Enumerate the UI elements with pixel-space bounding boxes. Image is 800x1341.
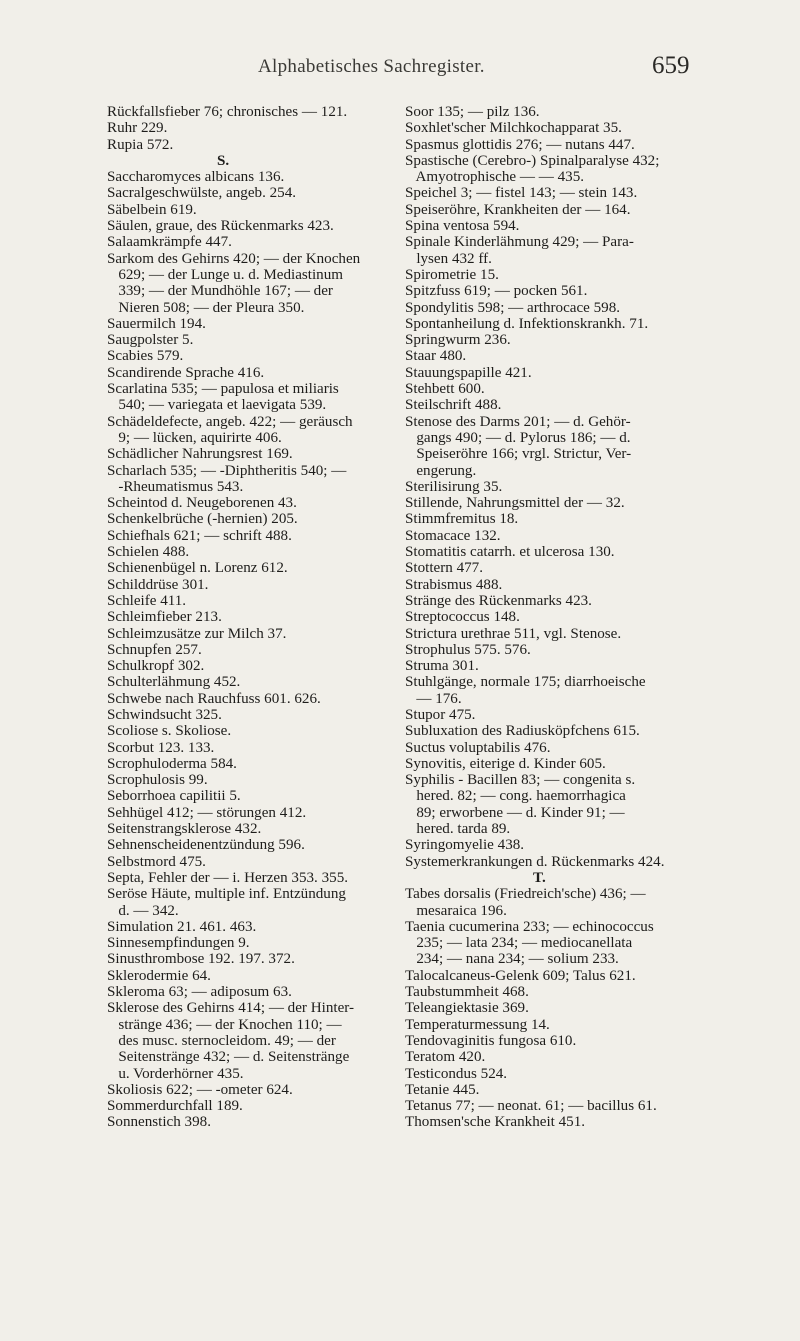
index-entry-line: Stomatitis catarrh. et ulcerosa 130. xyxy=(405,544,615,561)
index-entry-line: Teleangiektasie 369. xyxy=(405,1000,529,1017)
index-entry-line: Schleimfieber 213. xyxy=(107,609,222,626)
index-entry-line: Sinnesempfindungen 9. xyxy=(107,935,250,952)
index-column-left xyxy=(107,104,392,1131)
running-title: Alphabetisches Sachregister. xyxy=(258,56,485,77)
index-entry-line: 629; — der Lunge u. d. Mediastinum xyxy=(107,266,344,283)
index-entry-line: Stillende, Nahrungsmittel der — 32. xyxy=(405,495,625,512)
index-entry-line: Suctus voluptabilis 476. xyxy=(405,739,551,756)
index-entry-line: Schwindsucht 325. xyxy=(107,706,222,723)
index-entry-line: u. Vorderhörner 435. xyxy=(107,1065,244,1082)
index-entry-line: Soxhlet'scher Milchkochapparat 35. xyxy=(405,120,622,137)
index-entry-line: hered. 82; — cong. haemorrhagica xyxy=(405,788,626,805)
index-entry-line: Schenkelbrüche (-hernien) 205. xyxy=(107,511,298,528)
index-entry-line: Schulterlähmung 452. xyxy=(107,674,241,691)
index-entry-line: Tetanus 77; — neonat. 61; — bacillus 61. xyxy=(405,1098,657,1115)
index-entry-line: Speiseröhre 166; vrgl. Strictur, Ver- xyxy=(405,446,632,463)
index-column-right xyxy=(405,104,705,1131)
index-entry-line: 89; erworbene — d. Kinder 91; — xyxy=(405,804,625,821)
index-entry-line: Stomacace 132. xyxy=(405,527,501,544)
index-entry-line: Streptococcus 148. xyxy=(405,609,520,626)
index-entry-line: Sommerdurchfall 189. xyxy=(107,1098,243,1115)
index-entry-line: hered. tarda 89. xyxy=(405,821,511,838)
index-entry-line: Scarlatina 535; — papulosa et miliaris xyxy=(107,381,339,398)
index-entry-line: gangs 490; — d. Pylorus 186; — d. xyxy=(405,429,631,446)
index-entry-line: 235; — lata 234; — mediocanellata xyxy=(405,935,633,952)
index-entry-line: Schleife 411. xyxy=(107,592,187,609)
index-entry-line: Soor 135; — pilz 136. xyxy=(405,104,540,120)
index-entry-line: engerung. xyxy=(405,462,477,479)
index-entry-line: Talocalcaneus-Gelenk 609; Talus 621. xyxy=(405,967,636,984)
index-entry-line: stränge 436; — der Knochen 110; — xyxy=(107,1016,342,1033)
index-entry-line: 339; — der Mundhöhle 167; — der xyxy=(107,283,333,300)
index-entry-line: Spina ventosa 594. xyxy=(405,218,520,235)
index-entry-line: — 176. xyxy=(405,690,462,707)
index-entry-line: Schielen 488. xyxy=(107,544,190,561)
index-entry-line: Skleroma 63; — adiposum 63. xyxy=(107,984,292,1001)
index-entry-line: Nieren 508; — der Pleura 350. xyxy=(107,299,305,316)
index-entry-line: Amyotrophische — — 435. xyxy=(405,169,585,186)
index-entry-line: -Rheumatismus 543. xyxy=(107,478,244,495)
index-entry-line: Sinusthrombose 192. 197. 372. xyxy=(107,951,295,968)
index-entry-line: Strabismus 488. xyxy=(405,576,503,593)
index-entry-line: Ruhr 229. xyxy=(107,120,168,137)
index-entry-line: Taenia cucumerina 233; — echinococcus xyxy=(405,918,654,935)
index-entry-line: Spontanheilung d. Infektionskrankh. 71. xyxy=(405,315,649,332)
page-header xyxy=(0,52,800,86)
index-entry-line: Scoliose s. Skoliose. xyxy=(107,723,232,740)
index-entry-line: Spondylitis 598; — arthrocace 598. xyxy=(405,299,621,316)
index-entry-line: Scorbut 123. 133. xyxy=(107,739,215,756)
index-entry-line: Speichel 3; — fistel 143; — stein 143. xyxy=(405,185,638,202)
index-entry-line: Tetanie 445. xyxy=(405,1081,480,1098)
index-entry-line: Schiefhals 621; — schrift 488. xyxy=(107,527,292,544)
index-entry-line: Sterilisirung 35. xyxy=(405,478,503,495)
index-entry-line: Sklerodermie 64. xyxy=(107,967,211,984)
section-letter: S. xyxy=(217,152,230,169)
index-entry-line: Strophulus 575. 576. xyxy=(405,641,531,658)
index-entry-line: Sauermilch 194. xyxy=(107,315,206,332)
index-entry-line: Salaamkrämpfe 447. xyxy=(107,234,232,251)
index-entry-line: Saccharomyces albicans 136. xyxy=(107,169,285,186)
index-entry-line: Sehhügel 412; — störungen 412. xyxy=(107,804,307,821)
index-entry-line: Strictura urethrae 511, vgl. Stenose. xyxy=(405,625,622,642)
index-entry-line: Sarkom des Gehirns 420; — der Knochen xyxy=(107,250,361,267)
index-entry-line: Selbstmord 475. xyxy=(107,853,206,870)
index-entry-line: 9; — lücken, aquirirte 406. xyxy=(107,429,282,446)
index-entry-line: d. — 342. xyxy=(107,902,179,919)
index-entry-line: Sonnenstich 398. xyxy=(107,1114,211,1131)
index-entry-line: Säbelbein 619. xyxy=(107,201,197,218)
index-entry-line: Stimmfremitus 18. xyxy=(405,511,519,528)
index-entry-line: Seborrhoea capilitii 5. xyxy=(107,788,241,805)
index-entry-line: Steilschrift 488. xyxy=(405,397,502,414)
index-entry-line: Schilddrüse 301. xyxy=(107,576,209,593)
index-entry-line: 540; — variegata et laevigata 539. xyxy=(107,397,327,414)
index-entry-line: Septa, Fehler der — i. Herzen 353. 355. xyxy=(107,869,349,886)
index-entry-line: Skoliosis 622; — -ometer 624. xyxy=(107,1081,293,1098)
index-entry-line: Testicondus 524. xyxy=(405,1065,508,1082)
index-entry-line: Scrophulosis 99. xyxy=(107,772,208,789)
index-entry-line: Syphilis - Bacillen 83; — congenita s. xyxy=(405,772,636,789)
index-entry-line: Scrophuloderma 584. xyxy=(107,755,237,772)
index-entry-line: Scharlach 535; — -Diphtheritis 540; — xyxy=(107,462,347,479)
index-entry-line: Synovitis, eiterige d. Kinder 605. xyxy=(405,755,606,772)
index-entry-line: Sehnenscheidenentzündung 596. xyxy=(107,837,305,854)
index-entry-line: Spastische (Cerebro-) Spinalparalyse 432; xyxy=(405,152,660,169)
index-entry-line: Seröse Häute, multiple inf. Entzündung xyxy=(107,886,346,903)
page-number: 659 xyxy=(652,52,690,79)
index-entry-line: Spitzfuss 619; — pocken 561. xyxy=(405,283,588,300)
index-entry-line: Stränge des Rückenmarks 423. xyxy=(405,592,592,609)
index-entry-line: Syringomyelie 438. xyxy=(405,837,525,854)
index-entry-line: lysen 432 ff. xyxy=(405,250,492,267)
index-entry-line: Stottern 477. xyxy=(405,560,483,577)
index-entry-line: Schnupfen 257. xyxy=(107,641,202,658)
index-entry-line: Schulkropf 302. xyxy=(107,658,205,675)
index-entry-line: Säulen, graue, des Rückenmarks 423. xyxy=(107,218,334,235)
index-entry-line: Spirometrie 15. xyxy=(405,266,499,283)
index-entry-line: Subluxation des Radiusköpfchens 615. xyxy=(405,723,640,740)
index-entry-line: Seitenstränge 432; — d. Seitenstränge xyxy=(107,1049,350,1066)
index-entry-line: Sacralgeschwülste, angeb. 254. xyxy=(107,185,297,202)
index-entry-line: Scheintod d. Neugeborenen 43. xyxy=(107,495,297,512)
index-entry-line: Speiseröhre, Krankheiten der — 164. xyxy=(405,201,631,218)
index-entry-line: Thomsen'sche Krankheit 451. xyxy=(405,1114,586,1131)
index-entry-line: Tabes dorsalis (Friedreich'sche) 436; — xyxy=(405,886,646,903)
index-entry-line: Teratom 420. xyxy=(405,1049,486,1066)
index-entry-line: Schwebe nach Rauchfuss 601. 626. xyxy=(107,690,321,707)
index-entry-line: Staar 480. xyxy=(405,348,467,365)
index-entry-line: des musc. sternocleidom. 49; — der xyxy=(107,1032,336,1049)
index-entry-line: Scandirende Sprache 416. xyxy=(107,364,265,381)
index-entry-line: Systemerkrankungen d. Rückenmarks 424. xyxy=(405,853,665,870)
index-entry-line: Struma 301. xyxy=(405,658,479,675)
index-entry-line: Stauungspapille 421. xyxy=(405,364,532,381)
index-entry-line: Schädlicher Nahrungsrest 169. xyxy=(107,446,293,463)
index-entry-line: Stuhlgänge, normale 175; diarrhoeische xyxy=(405,674,646,691)
section-letter: T. xyxy=(533,869,546,886)
index-entry-line: Schienenbügel n. Lorenz 612. xyxy=(107,560,288,577)
index-entry-line: Stehbett 600. xyxy=(405,381,485,398)
index-entry-line: Springwurm 236. xyxy=(405,332,511,349)
index-entry-line: Schleimzusätze zur Milch 37. xyxy=(107,625,287,642)
index-entry-line: Simulation 21. 461. 463. xyxy=(107,918,257,935)
index-entry-line: Spinale Kinderlähmung 429; — Para- xyxy=(405,234,634,251)
index-entry-line: Taubstummheit 468. xyxy=(405,984,529,1001)
index-entry-line: Seitenstrangsklerose 432. xyxy=(107,821,262,838)
index-entry-line: Rupia 572. xyxy=(107,136,174,153)
index-entry-line: Spasmus glottidis 276; — nutans 447. xyxy=(405,136,635,153)
index-entry-line: mesaraica 196. xyxy=(405,902,507,919)
index-entry-line: Schädeldefecte, angeb. 422; — geräusch xyxy=(107,413,353,430)
index-entry-line: Saugpolster 5. xyxy=(107,332,194,349)
index-entry-line: Rückfallsfieber 76; chronisches — 121. xyxy=(107,104,348,120)
index-entry-line: Temperaturmessung 14. xyxy=(405,1016,550,1033)
index-entry-line: Stenose des Darms 201; — d. Gehör- xyxy=(405,413,631,430)
index-entry-line: Stupor 475. xyxy=(405,706,476,723)
index-entry-line: 234; — nana 234; — solium 233. xyxy=(405,951,619,968)
index-entry-line: Sklerose des Gehirns 414; — der Hinter- xyxy=(107,1000,355,1017)
index-entry-line: Tendovaginitis fungosa 610. xyxy=(405,1032,577,1049)
index-entry-line: Scabies 579. xyxy=(107,348,184,365)
